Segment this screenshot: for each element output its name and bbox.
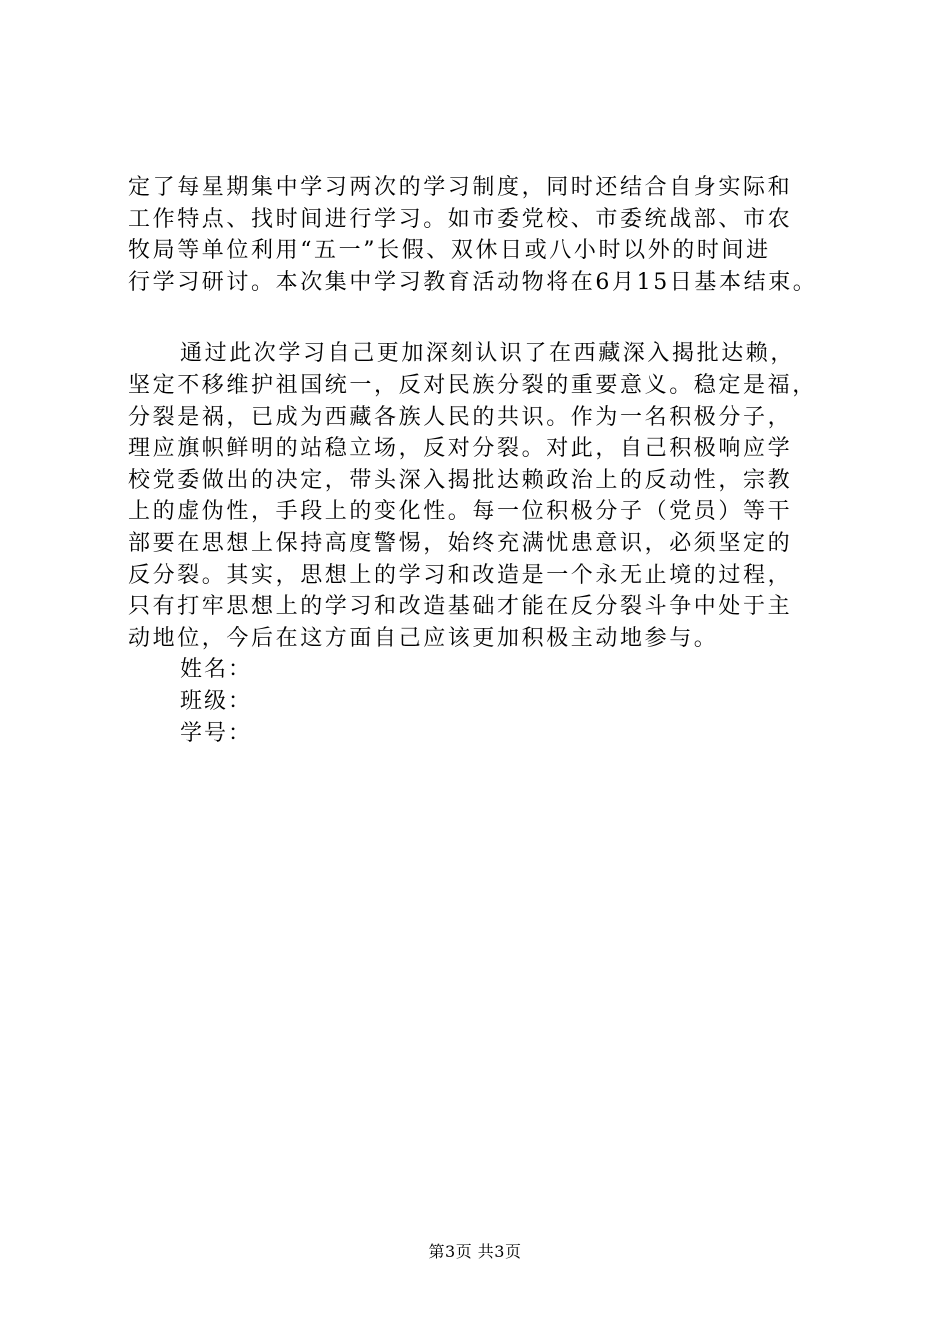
paragraph-line: 工作特点、找时间进行学习。如市委党校、市委统战部、市农 xyxy=(128,206,793,232)
paragraph-line: 只有打牢思想上的学习和改造基础才能在反分裂斗争中处于主 xyxy=(128,594,793,620)
paragraph-line: 分裂是祸，已成为西藏各族人民的共识。作为一名积极分子， xyxy=(128,404,793,430)
name-field-label: 姓名： xyxy=(180,657,253,683)
signature-fields xyxy=(128,654,848,749)
paragraph-line: 定了每星期集中学习两次的学习制度，同时还结合自身实际和 xyxy=(128,175,793,200)
document-body xyxy=(128,172,848,749)
paragraph-line: 理应旗帜鲜明的站稳立场，反对分裂。对此，自己积极响应学 xyxy=(128,436,793,462)
paragraph-line: 上的虚伪性，手段上的变化性。每一位积极分子（党员）等干 xyxy=(128,499,793,525)
paragraph-line: 行学习研讨。本次集中学习教育活动物将在6月15日基本结束。 xyxy=(128,269,818,295)
page-footer xyxy=(0,1242,950,1262)
class-field-label: 班级： xyxy=(180,688,253,714)
paragraph-line: 坚定不移维护祖国统一，反对民族分裂的重要意义。稳定是福， xyxy=(128,372,817,398)
paragraph-gap xyxy=(128,298,848,338)
paragraph-reflection xyxy=(128,338,848,654)
paragraph-line: 反分裂。其实，思想上的学习和改造是一个永无止境的过程， xyxy=(128,562,793,588)
paragraph-line: 通过此次学习自己更加深刻认识了在西藏深入揭批达赖， xyxy=(180,341,796,367)
paragraph-line: 牧局等单位利用“五一”长假、双休日或八小时以外的时间进 xyxy=(128,238,771,264)
paragraph-line: 部要在思想上保持高度警惕，始终充满忧患意识，必须坚定的 xyxy=(128,530,793,556)
paragraph-line: 校党委做出的决定，带头深入揭批达赖政治上的反动性，宗教 xyxy=(128,467,793,493)
paragraph-continued xyxy=(128,172,848,298)
page-number: 第3页 共3页 xyxy=(428,1242,522,1261)
paragraph-line: 动地位，今后在这方面自己应该更加积极主动地参与。 xyxy=(128,625,719,651)
student-id-field-label: 学号： xyxy=(180,720,253,746)
